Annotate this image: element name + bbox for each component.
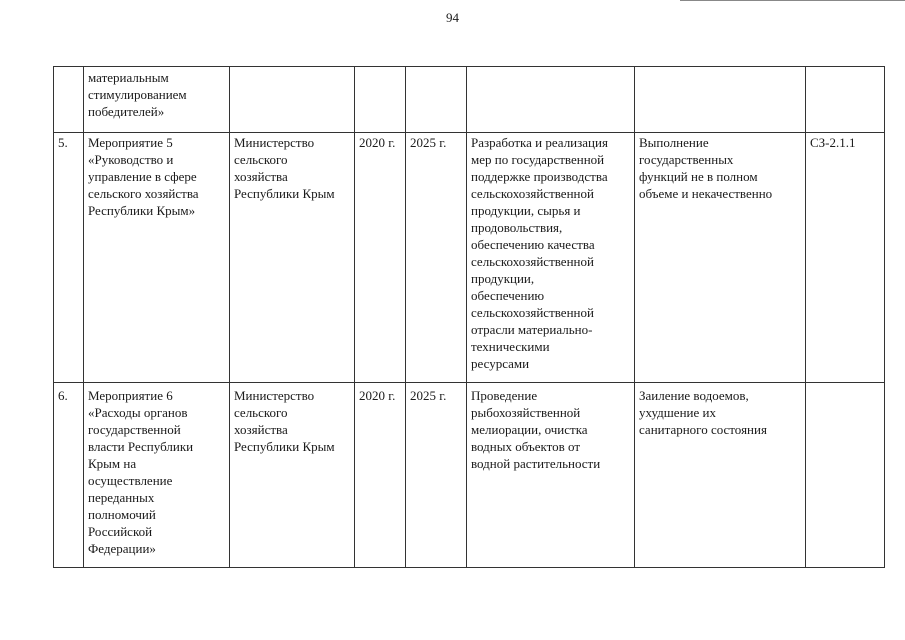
consequences-cell: Заиление водоемов, ухудшение их санитарного состояния [635, 383, 806, 568]
top-rule [680, 0, 905, 1]
measure-name-cell: Мероприятие 5 «Руководство и управление в сфере сельского хозяйства Республики Крым» [84, 133, 230, 383]
start-year-cell: 2020 г. [355, 383, 406, 568]
row-number-cell: 5. [54, 133, 84, 383]
start-year-cell [355, 67, 406, 133]
executor-cell [230, 67, 355, 133]
content-cell: Проведение рыбохозяйственной мелиорации, очистка водных объектов от водной растительности [467, 383, 635, 568]
row-number-cell [54, 67, 84, 133]
row-number-cell: 6. [54, 383, 84, 568]
measure-name-cell: Мероприятие 6 «Расходы органов государственной власти Республики Крым на осуществление переданных полномочий Российской Федерации» [84, 383, 230, 568]
link-cell [806, 67, 885, 133]
content-cell [467, 67, 635, 133]
measures-table [53, 66, 885, 568]
end-year-cell: 2025 г. [406, 133, 467, 383]
measure-name-cell: материальным стимулированием победителей» [84, 67, 230, 133]
consequences-cell [635, 67, 806, 133]
link-cell [806, 383, 885, 568]
table-row [54, 383, 885, 568]
link-cell: СЗ-2.1.1 [806, 133, 885, 383]
end-year-cell [406, 67, 467, 133]
table-row [54, 67, 885, 133]
page-number: 94 [446, 10, 459, 25]
content-cell: Разработка и реализация мер по государственной поддержке производства сельскохозяйственной продукции, сырья и продовольствия, обеспечению качества сельскохозяйственной продукции, обеспечению сельскохозяйственной отрасли материально- техническими ресурсами [467, 133, 635, 383]
consequences-cell: Выполнение государственных функций не в полном объеме и некачественно [635, 133, 806, 383]
start-year-cell: 2020 г. [355, 133, 406, 383]
executor-cell: Министерство сельского хозяйства Республики Крым [230, 383, 355, 568]
executor-cell: Министерство сельского хозяйства Республики Крым [230, 133, 355, 383]
end-year-cell: 2025 г. [406, 383, 467, 568]
table-row [54, 133, 885, 383]
